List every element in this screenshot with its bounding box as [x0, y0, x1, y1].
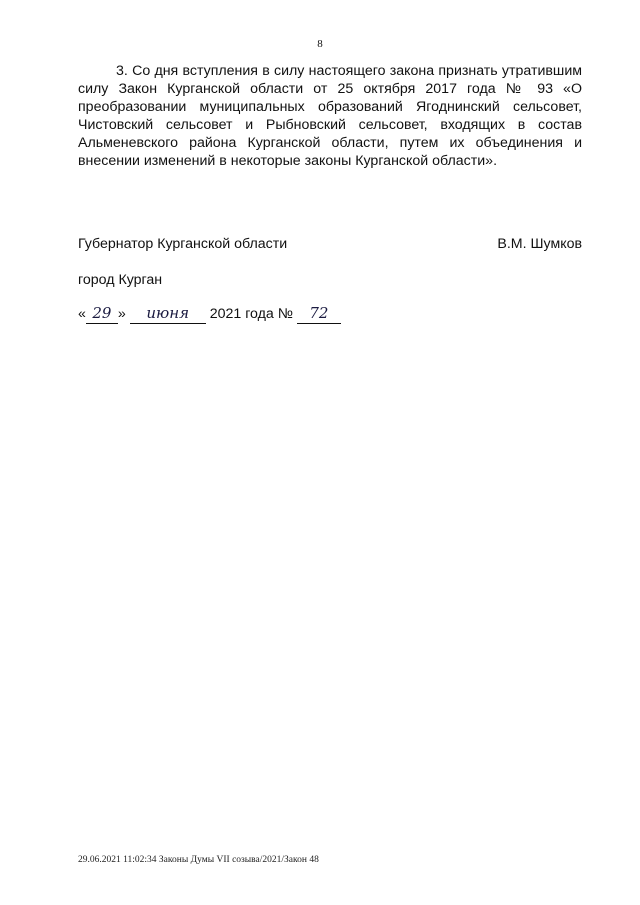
year-and-number-label: 2021 года № — [209, 306, 293, 322]
page-number: 8 — [317, 38, 323, 50]
handwritten-month: июня — [130, 306, 206, 324]
city-line: город Курган — [78, 272, 163, 288]
handwritten-law-number: 72 — [297, 306, 341, 324]
law-paragraph: 3. Со дня вступления в силу настоящего закона признать утратившим силу Закон Курганской области от 25 октября 2017 года № 93 «О преобразовании муниципальных образований Ягоднинский сельсовет, Чистовский сельсовет и Рыбновский сельсовет, входящих в состав Альменевского района Курганской области, путем их объединения и внесении изменений в некоторые законы Курганской области». — [78, 63, 582, 169]
date-close-quote: » — [117, 306, 126, 322]
signature-block — [78, 236, 582, 252]
signatory-position: Губернатор Курганской области — [78, 236, 288, 252]
date-line — [78, 306, 341, 324]
document-footer: 29.06.2021 11:02:34 Законы Думы VII созыва/2021/Закон 48 — [78, 855, 319, 865]
date-open-quote: « — [78, 306, 86, 322]
signatory-name: В.М. Шумков — [497, 236, 582, 252]
handwritten-day: 29 — [86, 306, 118, 324]
